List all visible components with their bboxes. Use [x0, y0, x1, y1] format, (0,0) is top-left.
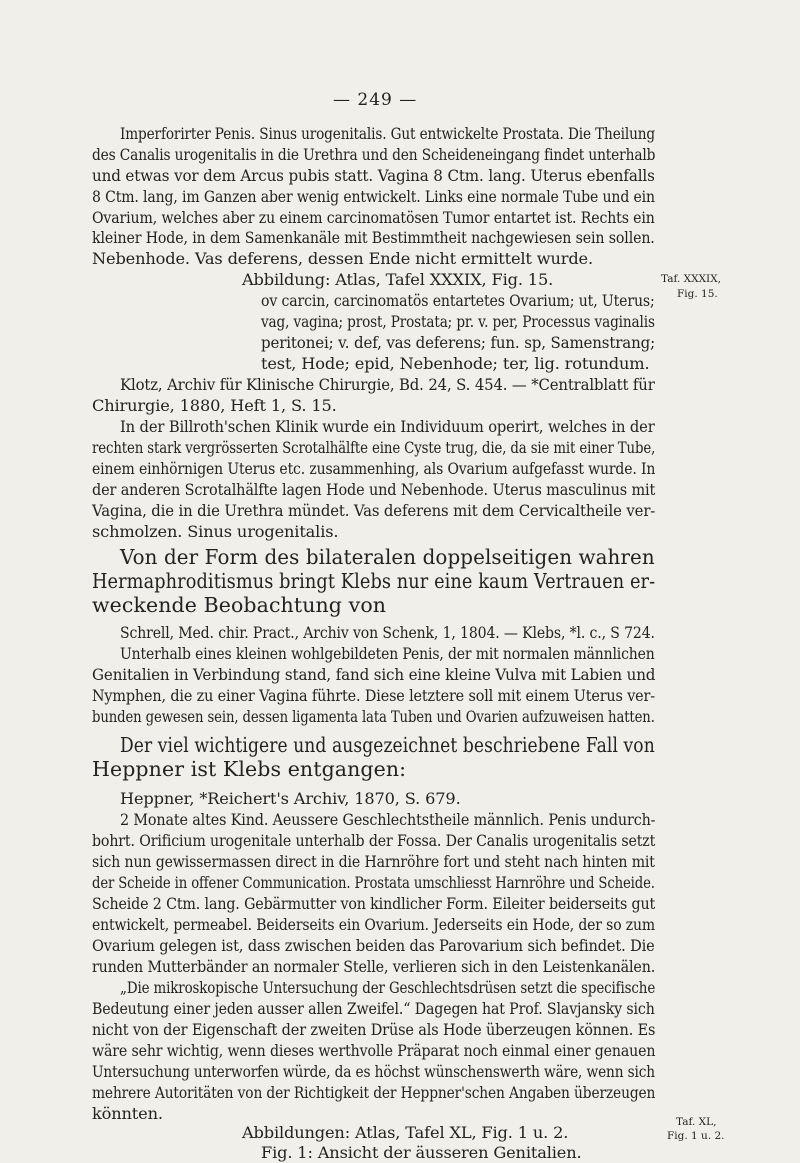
text-line: Ovarium gelegen ist, dass zwischen beiden das Parovarium sich befindet. Die — [92, 936, 655, 955]
figure-caption: Fig. 1: Ansicht der äusseren Genitalien. — [261, 1143, 582, 1162]
margin-note: Fig. 15. — [677, 288, 718, 300]
citation-line: Klotz, Archiv für Klinische Chirurgie, Bd. 24, S. 454. — *Centralblatt für — [120, 375, 655, 394]
text-line: der anderen Scrotalhälfte lagen Hode und Nebenhode. Uterus masculinus mit — [92, 480, 656, 499]
text-line: 8 Ctm. lang, im Ganzen aber wenig entwickelt. Links eine normale Tube und ein — [92, 187, 655, 206]
legend-line: peritonei; v. def, vas deferens; fun. sp, Samenstrang; — [261, 333, 656, 352]
text-line: „Die mikroskopische Untersuchung der Geschlechtsdrüsen setzt die specifische — [120, 978, 656, 997]
text-line: runden Mutterbänder an normaler Stelle, verlieren sich in den Leistenkanälen. — [92, 957, 656, 976]
text-line: Vagina, die in die Urethra mündet. Vas deferens mit dem Cervicaltheile ver- — [92, 501, 656, 520]
text-line: Chirurgie, 1880, Heft 1, S. 15. — [92, 396, 337, 415]
text-line: Unterhalb eines kleinen wohlgebildeten Penis, der mit normalen männlichen — [120, 644, 655, 663]
text-line: Genitalien in Verbindung stand, fand sich eine kleine Vulva mit Labien und — [92, 665, 656, 684]
text-line: könnten. — [92, 1104, 163, 1123]
text-line: nicht von der Eigenschaft der zweiten Drüse als Hode überzeugen können. Es — [92, 1020, 656, 1039]
text-line: Imperforirter Penis. Sinus urogenitalis. Gut entwickelte Prostata. Die Theilung — [120, 124, 655, 143]
text-line: der Scheide in offener Communication. Prostata umschliesst Harnröhre und Scheide. — [92, 873, 655, 892]
text-line: mehrere Autoritäten von der Richtigkeit der Heppner'schen Angaben überzeugen — [92, 1083, 656, 1102]
section-heading-line: Heppner ist Klebs entgangen: — [92, 757, 407, 781]
text-line: Nebenhode. Vas deferens, dessen Ende nicht ermittelt wurde. — [92, 249, 593, 268]
section-heading-line: Der viel wichtigere und ausgezeichnet beschriebene Fall von — [120, 733, 655, 757]
section-heading-line: weckende Beobachtung von — [92, 593, 387, 617]
legend-line: ov carcin, carcinomatös entartetes Ovarium; ut, Uterus; — [261, 291, 655, 310]
text-line: In der Billroth'schen Klinik wurde ein Individuum operirt, welches in der — [120, 417, 655, 436]
figure-reference: Abbildung: Atlas, Tafel XXXIX, Fig. 15. — [242, 270, 554, 289]
text-line: Ovarium, welches aber zu einem carcinomatösen Tumor entartet ist. Rechts ein — [92, 208, 655, 227]
text-line: einem einhörnigen Uterus etc. zusammenhing, als Ovarium aufgefasst wurde. In — [92, 459, 656, 478]
text-line: Nymphen, die zu einer Vagina führte. Diese letztere soll mit einem Uterus ver- — [92, 686, 655, 705]
section-heading-line: Von der Form des bilateralen doppelseitigen wahren — [120, 545, 655, 569]
text-line: und etwas vor dem Arcus pubis statt. Vagina 8 Ctm. lang. Uterus ebenfalls — [92, 166, 655, 185]
citation-line: Heppner, *Reichert's Archiv, 1870, S. 679. — [120, 789, 461, 808]
text-line: entwickelt, permeabel. Beiderseits ein Ovarium. Jederseits ein Hode, der so zum — [92, 915, 656, 934]
legend-line: test, Hode; epid, Nebenhode; ter, lig. rotundum. — [261, 354, 650, 373]
text-line: bunden gewesen sein, dessen ligamenta lata Tuben und Ovarien aufzuweisen hatten. — [92, 707, 655, 726]
text-line: des Canalis urogenitalis in die Urethra und den Scheideneingang findet unterhalb — [92, 145, 656, 164]
text-line: Scheide 2 Ctm. lang. Gebärmutter von kindlicher Form. Eileiter beiderseits gut — [92, 894, 656, 913]
citation-line: Schrell, Med. chir. Pract., Archiv von Schenk, 1, 1804. — Klebs, *l. c., S 724. — [120, 623, 655, 642]
page-number: — 249 — — [333, 90, 418, 110]
text-line: bohrt. Orificium urogenitale unterhalb der Fossa. Der Canalis urogenitalis setzt — [92, 831, 656, 850]
text-line: wäre sehr wichtig, wenn dieses werthvolle Präparat noch einmal einer genauen — [92, 1041, 656, 1060]
text-line: rechten stark vergrösserten Scrotalhälfte eine Cyste trug, die, da sie mit einer Tube, — [92, 438, 656, 457]
text-line: schmolzen. Sinus urogenitalis. — [92, 522, 339, 541]
legend-line: vag, vagina; prost, Prostata; pr. v. per, Processus vaginalis — [261, 312, 655, 331]
figure-reference: Abbildungen: Atlas, Tafel XL, Fig. 1 u. 2. — [242, 1123, 569, 1142]
text-line: sich nun gewissermassen direct in die Harnröhre fort und steht nach hinten mit — [92, 852, 655, 871]
text-line: Untersuchung unterworfen würde, da es höchst wünschenswerth wäre, wenn sich — [92, 1062, 656, 1081]
text-line: 2 Monate altes Kind. Aeussere Geschlechtstheile männlich. Penis undurch- — [120, 810, 656, 829]
margin-note: Taf. XXXIX, — [661, 273, 722, 285]
margin-note: Taf. XL, — [676, 1116, 717, 1128]
section-heading-line: Hermaphroditismus bringt Klebs nur eine kaum Vertrauen er- — [92, 569, 656, 593]
text-line: kleiner Hode, in dem Samenkanäle mit Bestimmtheit nachgewiesen sein sollen. — [92, 228, 655, 247]
text-line: Bedeutung einer jeden ausser allen Zweifel.“ Dagegen hat Prof. Slavjansky sich — [92, 999, 655, 1018]
margin-note: Fig. 1 u. 2. — [667, 1130, 725, 1142]
